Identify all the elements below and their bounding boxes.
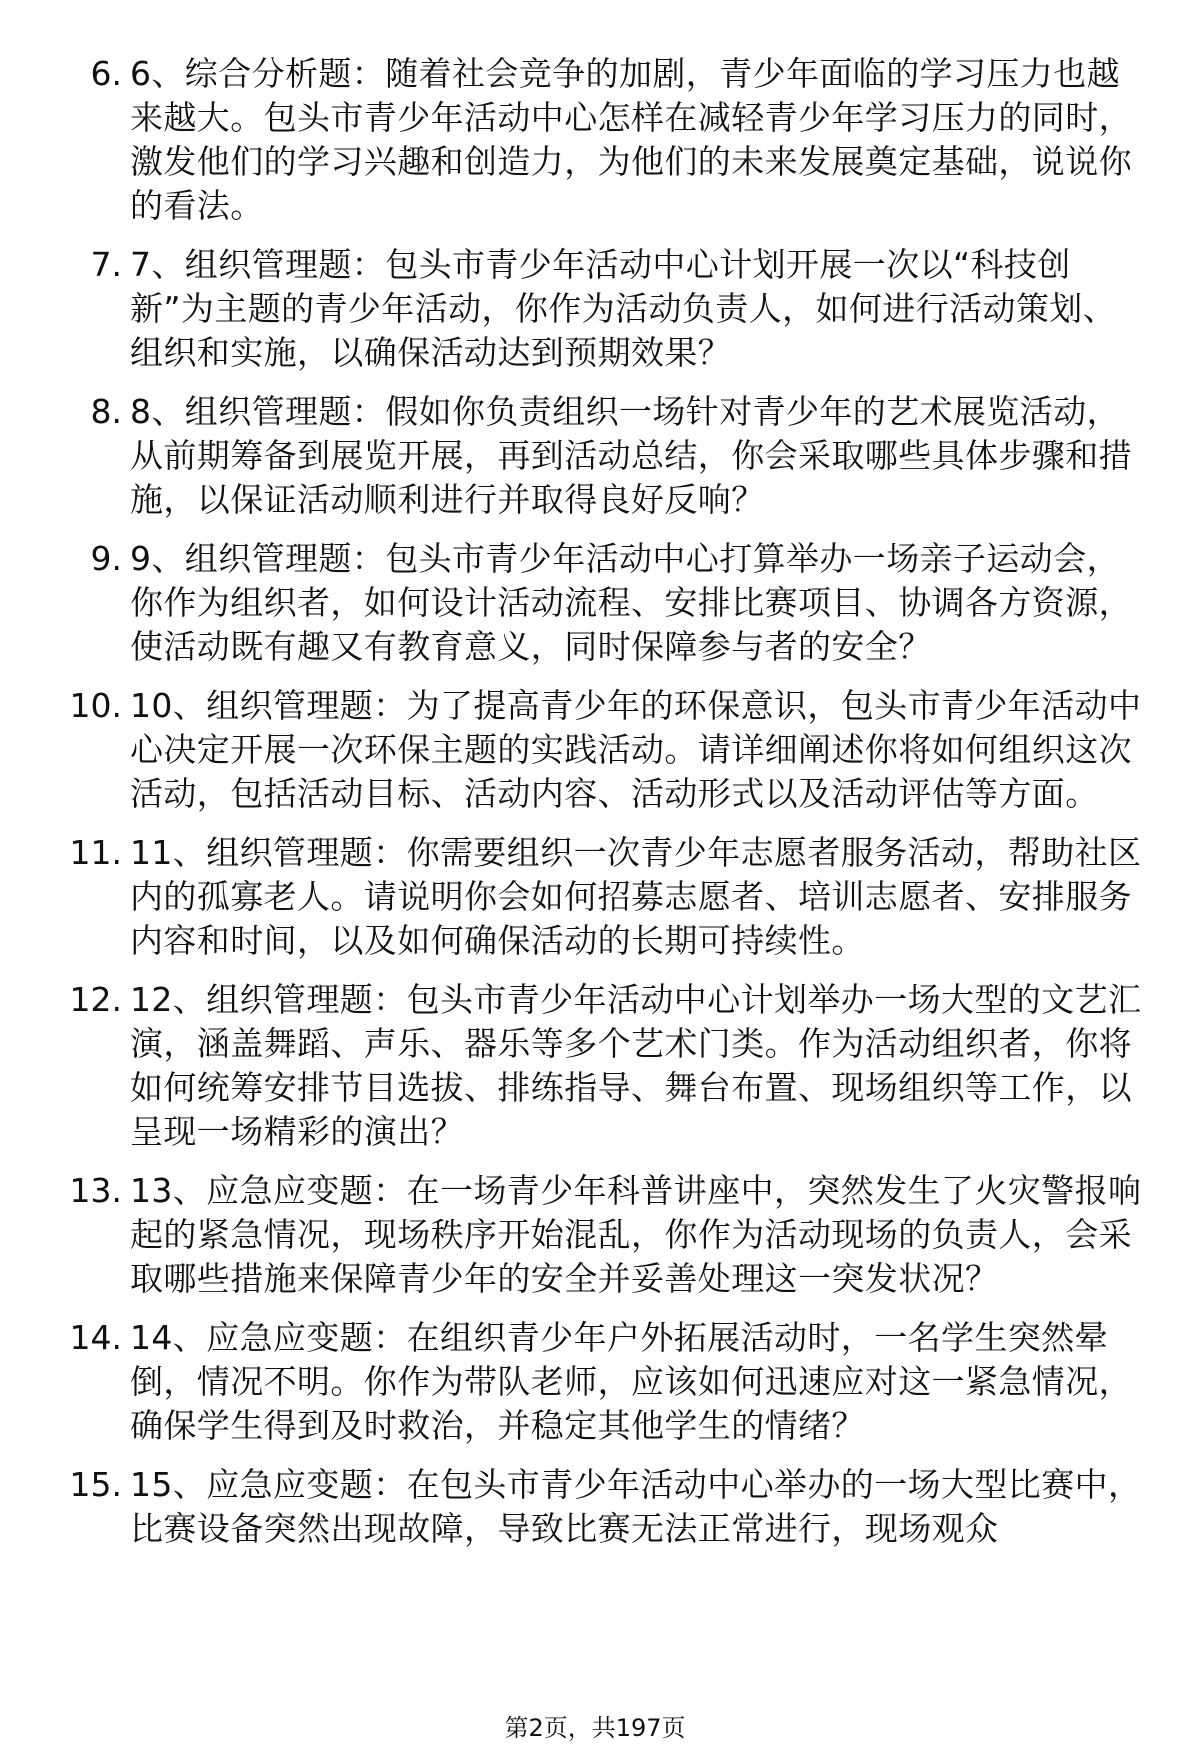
question-number: 8. bbox=[90, 392, 122, 431]
question-text: 11、组织管理题：你需要组织一次青少年志愿者服务活动，帮助社区内的孤寡老人。请说明你会如何招募志愿者、培训志愿者、安排服务内容和时间，以及如何确保活动的长期可持续性。 bbox=[130, 833, 1142, 960]
question-text: 7、组织管理题：包头市青少年活动中心计划开展一次以“科技创新”为主题的青少年活动，你作为活动负责人，如何进行活动策划、组织和实施，以确保活动达到预期效果？ bbox=[130, 245, 1117, 372]
question-number: 13. bbox=[69, 1171, 122, 1210]
question-item bbox=[58, 537, 1158, 669]
question-number: 10. bbox=[69, 686, 122, 725]
question-text: 12、组织管理题：包头市青少年活动中心计划举办一场大型的文艺汇演，涵盖舞蹈、声乐、器乐等多个艺术门类。作为活动组织者，你将如何统筹安排节目选拔、排练指导、舞台布置、现场组织等工作，以呈现一场精彩的演出？ bbox=[130, 980, 1142, 1151]
question-text: 6、综合分析题：随着社会竞争的加剧，青少年面临的学习压力也越来越大。包头市青少年活动中心怎样在减轻青少年学习压力的同时，激发他们的学习兴趣和创造力，为他们的未来发展奠定基础，说说你的看法。 bbox=[130, 54, 1132, 225]
question-text: 9、组织管理题：包头市青少年活动中心打算举办一场亲子运动会，你作为组织者，如何设计活动流程、安排比赛项目、协调各方资源，使活动既有趣又有教育意义，同时保障参与者的安全？ bbox=[130, 539, 1132, 666]
question-item bbox=[58, 1169, 1158, 1301]
question-number: 12. bbox=[69, 980, 122, 1019]
page-footer: 第2页，共197页 bbox=[504, 1714, 686, 1742]
question-number: 15. bbox=[69, 1465, 122, 1504]
question-number: 11. bbox=[69, 833, 122, 872]
question-number: 7. bbox=[90, 245, 122, 284]
question-item bbox=[58, 831, 1158, 963]
question-item bbox=[58, 243, 1158, 375]
question-text: 15、应急应变题：在包头市青少年活动中心举办的一场大型比赛中，比赛设备突然出现故障，导致比赛无法正常进行，现场观众 bbox=[130, 1465, 1142, 1548]
question-number: 6. bbox=[90, 54, 122, 93]
question-text: 8、组织管理题：假如你负责组织一场针对青少年的艺术展览活动，从前期筹备到展览开展，再到活动总结，你会采取哪些具体步骤和措施，以保证活动顺利进行并取得良好反响？ bbox=[130, 392, 1132, 519]
question-text: 13、应急应变题：在一场青少年科普讲座中，突然发生了火灾警报响起的紧急情况，现场秩序开始混乱，你作为活动现场的负责人，会采取哪些措施来保障青少年的安全并妥善处理这一突发状况？ bbox=[130, 1171, 1142, 1298]
question-text: 14、应急应变题：在组织青少年户外拓展活动时，一名学生突然晕倒，情况不明。你作为带队老师，应该如何迅速应对这一紧急情况，确保学生得到及时救治，并稳定其他学生的情绪？ bbox=[130, 1318, 1132, 1445]
question-item bbox=[58, 1463, 1158, 1551]
question-number: 9. bbox=[90, 539, 122, 578]
question-number: 14. bbox=[69, 1318, 122, 1357]
question-item bbox=[58, 978, 1158, 1154]
question-item bbox=[58, 390, 1158, 522]
question-item bbox=[58, 1316, 1158, 1448]
question-text: 10、组织管理题：为了提高青少年的环保意识，包头市青少年活动中心决定开展一次环保主题的实践活动。请详细阐述你将如何组织这次活动，包括活动目标、活动内容、活动形式以及活动评估等方面。 bbox=[130, 686, 1142, 813]
question-list bbox=[58, 52, 1158, 1566]
question-item bbox=[58, 684, 1158, 816]
question-item bbox=[58, 52, 1158, 228]
